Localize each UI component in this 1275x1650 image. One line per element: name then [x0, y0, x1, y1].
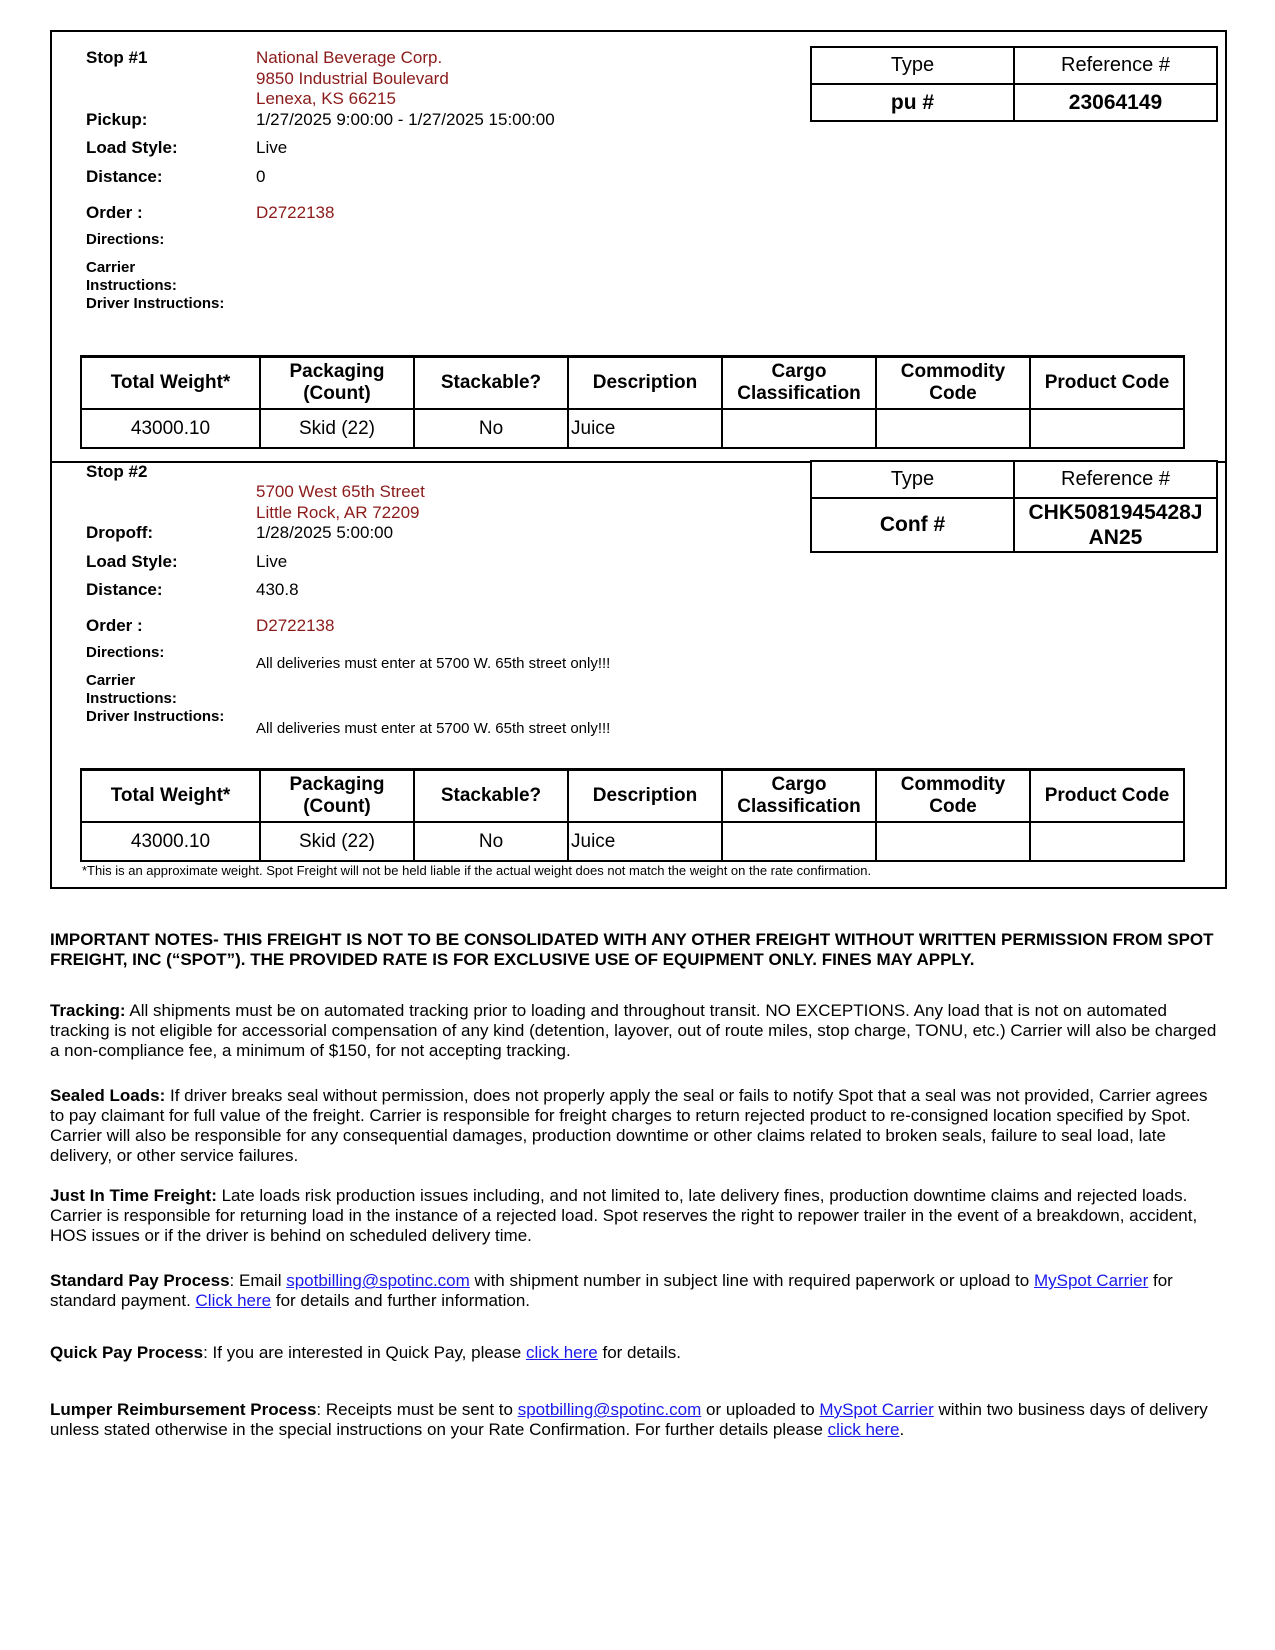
cell-total-weight: 43000.10: [81, 822, 260, 861]
stop-address-line-1: 5700 West 65th Street: [256, 482, 425, 501]
distance-value: 0: [256, 167, 266, 186]
tracking-label: Tracking:: [50, 1001, 126, 1020]
lumper-text-2: or uploaded to: [701, 1400, 820, 1419]
ref-num-header: Reference #: [1014, 461, 1217, 498]
col-product-code: Product Code: [1030, 770, 1184, 823]
cell-commodity-code: [876, 822, 1030, 861]
load-style-label: Load Style:: [86, 138, 178, 157]
cell-packaging: Skid (22): [260, 409, 414, 448]
cell-stackable: No: [414, 409, 568, 448]
standard-pay-text-4: for details and further information.: [271, 1291, 531, 1310]
cell-product-code: [1030, 409, 1184, 448]
quick-pay-click-here-link[interactable]: click here: [525, 1343, 598, 1362]
cell-product-code: [1030, 822, 1184, 861]
myspot-carrier-link[interactable]: MySpot Carrier: [1033, 1271, 1149, 1290]
col-total-weight: Total Weight*: [81, 770, 260, 823]
cell-cargo-classification: [722, 409, 876, 448]
ref-type-header: Type: [811, 47, 1014, 84]
directions-value: All deliveries must enter at 5700 W. 65th street only!!!: [256, 655, 611, 672]
order-value: D2722138: [256, 203, 335, 222]
ref-type-header: Type: [811, 461, 1014, 498]
lumper-paragraph: [50, 1400, 1220, 1440]
col-cargo-classification: Cargo Classification: [722, 357, 876, 410]
reference-table: [810, 46, 1218, 122]
order-label: Order :: [86, 616, 143, 635]
ref-num: 23064149: [1014, 84, 1217, 121]
jit-text: Late loads risk production issues including, and not limited to, late delivery fines, production downtime claims and rejected loads. Carrier is responsible for returning load in the instance of a rejected load. Spot reserves the right to repower trailer in the event of a breakdown, accident, HOS issues or if the driver is behind on scheduled delivery time.: [50, 1186, 1198, 1245]
lumper-text-1: : Receipts must be sent to: [316, 1400, 518, 1419]
ref-num-line-2: AN25: [1088, 526, 1143, 549]
dropoff-datetime: 1/28/2025 5:00:00: [256, 523, 394, 542]
driver-instructions-value: All deliveries must enter at 5700 W. 65th street only!!!: [256, 720, 611, 737]
order-label: Order :: [86, 203, 143, 222]
carrier-instructions-label-2: Instructions:: [86, 277, 177, 294]
cell-description: Juice: [568, 822, 722, 861]
directions-label: Directions:: [86, 231, 165, 248]
sealed-loads-label: Sealed Loads:: [50, 1086, 166, 1105]
col-packaging: Packaging (Count): [260, 770, 414, 823]
table-row: [81, 409, 1184, 448]
lumper-myspot-link[interactable]: MySpot Carrier: [819, 1400, 934, 1419]
quick-pay-paragraph: [50, 1343, 1220, 1363]
stop-address-line-2: Little Rock, AR 72209: [256, 503, 420, 522]
standard-pay-paragraph: [50, 1271, 1220, 1311]
ref-num: [1014, 498, 1217, 552]
col-commodity-code: Commodity Code: [876, 770, 1030, 823]
stop-1-section: [50, 30, 1227, 463]
stop-address-line-1: 9850 Industrial Boulevard: [256, 69, 449, 88]
standard-pay-label: Standard Pay Process: [50, 1271, 230, 1290]
table-row: [81, 822, 1184, 861]
col-description: Description: [568, 357, 722, 410]
load-style-label: Load Style:: [86, 552, 178, 571]
cell-total-weight: 43000.10: [81, 409, 260, 448]
lumper-email-link[interactable]: spotbilling@spotinc.com: [517, 1400, 702, 1419]
col-stackable: Stackable?: [414, 770, 568, 823]
weight-disclaimer: *This is an approximate weight. Spot Freight will not be held liable if the actual weight does not match the weight on the rate confirmation.: [82, 863, 872, 878]
col-packaging: Packaging (Count): [260, 357, 414, 410]
quick-pay-label: Quick Pay Process: [50, 1343, 204, 1362]
cargo-table: [80, 355, 1185, 449]
sealed-loads-text: If driver breaks seal without permission, does not properly apply the seal or fails to notify Spot that a seal was not provided, Carrier agrees to pay claimant for full value of the freight. Carrier is responsible for freight charges to return rejected product to re-consigned location specified by Spot. Carrier will also be responsible for any consequential damages, production downtime or other claims related to broken seals, failure to seal load, late delivery, or other service failures.: [50, 1086, 1208, 1165]
stop-2-section: [50, 463, 1227, 889]
lumper-label: Lumper Reimbursement Process: [50, 1400, 317, 1419]
col-description: Description: [568, 770, 722, 823]
ref-type: pu #: [811, 84, 1014, 121]
quick-pay-text-2: for details.: [597, 1343, 681, 1362]
driver-instructions-label: Driver Instructions:: [86, 708, 225, 725]
carrier-instructions-label-1: Carrier: [86, 259, 136, 276]
tracking-text: All shipments must be on automated tracking prior to loading and throughout transit. NO EXCEPTIONS. Any load that is not on automated tracking is not eligible for accessorial compensation of any kind (detention, layover, out of route miles, stop charge, TONU, etc.) Carrier will also be charged a non-compliance fee, a minimum of $150, for not accepting tracking.: [50, 1001, 1217, 1060]
stop-title: Stop #2: [86, 462, 148, 481]
stop-name: National Beverage Corp.: [256, 48, 443, 67]
lumper-text-3: within two business days of delivery unless stated otherwise in the special instructions on your Rate Confirmation. For further details please: [50, 1400, 1208, 1439]
load-style-value: Live: [256, 138, 288, 157]
sealed-loads-paragraph: [50, 1086, 1220, 1166]
load-style-value: Live: [256, 552, 288, 571]
distance-value: 430.8: [256, 580, 299, 599]
cell-stackable: No: [414, 822, 568, 861]
standard-pay-text-3: for standard payment.: [50, 1271, 1173, 1310]
carrier-instructions-label-1: Carrier: [86, 672, 136, 689]
jit-paragraph: [50, 1186, 1220, 1246]
col-stackable: Stackable?: [414, 357, 568, 410]
cell-commodity-code: [876, 409, 1030, 448]
quick-pay-text-1: : If you are interested in Quick Pay, please: [203, 1343, 526, 1362]
dropoff-label: Dropoff:: [86, 523, 154, 542]
ref-num-header: Reference #: [1014, 47, 1217, 84]
distance-label: Distance:: [86, 167, 163, 186]
stop-address-line-2: Lenexa, KS 66215: [256, 89, 396, 108]
col-total-weight: Total Weight*: [81, 357, 260, 410]
important-notes: IMPORTANT NOTES- THIS FREIGHT IS NOT TO BE CONSOLIDATED WITH ANY OTHER FREIGHT WITHOUT WRITTEN PERMISSION FROM SPOT FREIGHT, INC (“SPOT”). THE PROVIDED RATE IS FOR EXCLUSIVE USE OF EQUIPMENT ONLY. FINES MAY APPLY.: [50, 930, 1214, 969]
order-value: D2722138: [256, 616, 335, 635]
col-commodity-code: Commodity Code: [876, 357, 1030, 410]
reference-table: [810, 460, 1218, 553]
standard-pay-text-1: : Email: [229, 1271, 287, 1290]
stop-title: Stop #1: [86, 48, 148, 67]
col-product-code: Product Code: [1030, 357, 1184, 410]
cell-description: Juice: [568, 409, 722, 448]
cell-packaging: Skid (22): [260, 822, 414, 861]
ref-num-line-1: CHK5081945428J: [1028, 501, 1203, 524]
distance-label: Distance:: [86, 580, 163, 599]
standard-pay-text-2: with shipment number in subject line with required paperwork or upload to: [469, 1271, 1034, 1290]
pickup-datetime: 1/27/2025 9:00:00 - 1/27/2025 15:00:00: [256, 110, 555, 129]
billing-email-link[interactable]: spotbilling@spotinc.com: [286, 1271, 470, 1290]
click-here-link[interactable]: Click here: [195, 1291, 272, 1310]
pickup-label: Pickup:: [86, 110, 148, 129]
ref-type: Conf #: [811, 498, 1014, 552]
directions-label: Directions:: [86, 644, 165, 661]
col-cargo-classification: Cargo Classification: [722, 770, 876, 823]
carrier-instructions-label-2: Instructions:: [86, 690, 177, 707]
cell-cargo-classification: [722, 822, 876, 861]
tracking-paragraph: [50, 1001, 1220, 1061]
driver-instructions-label: Driver Instructions:: [86, 295, 225, 312]
lumper-click-here-link[interactable]: click here: [827, 1420, 900, 1439]
jit-label: Just In Time Freight:: [50, 1186, 217, 1205]
lumper-text-4: .: [899, 1420, 905, 1439]
cargo-table: [80, 768, 1185, 862]
